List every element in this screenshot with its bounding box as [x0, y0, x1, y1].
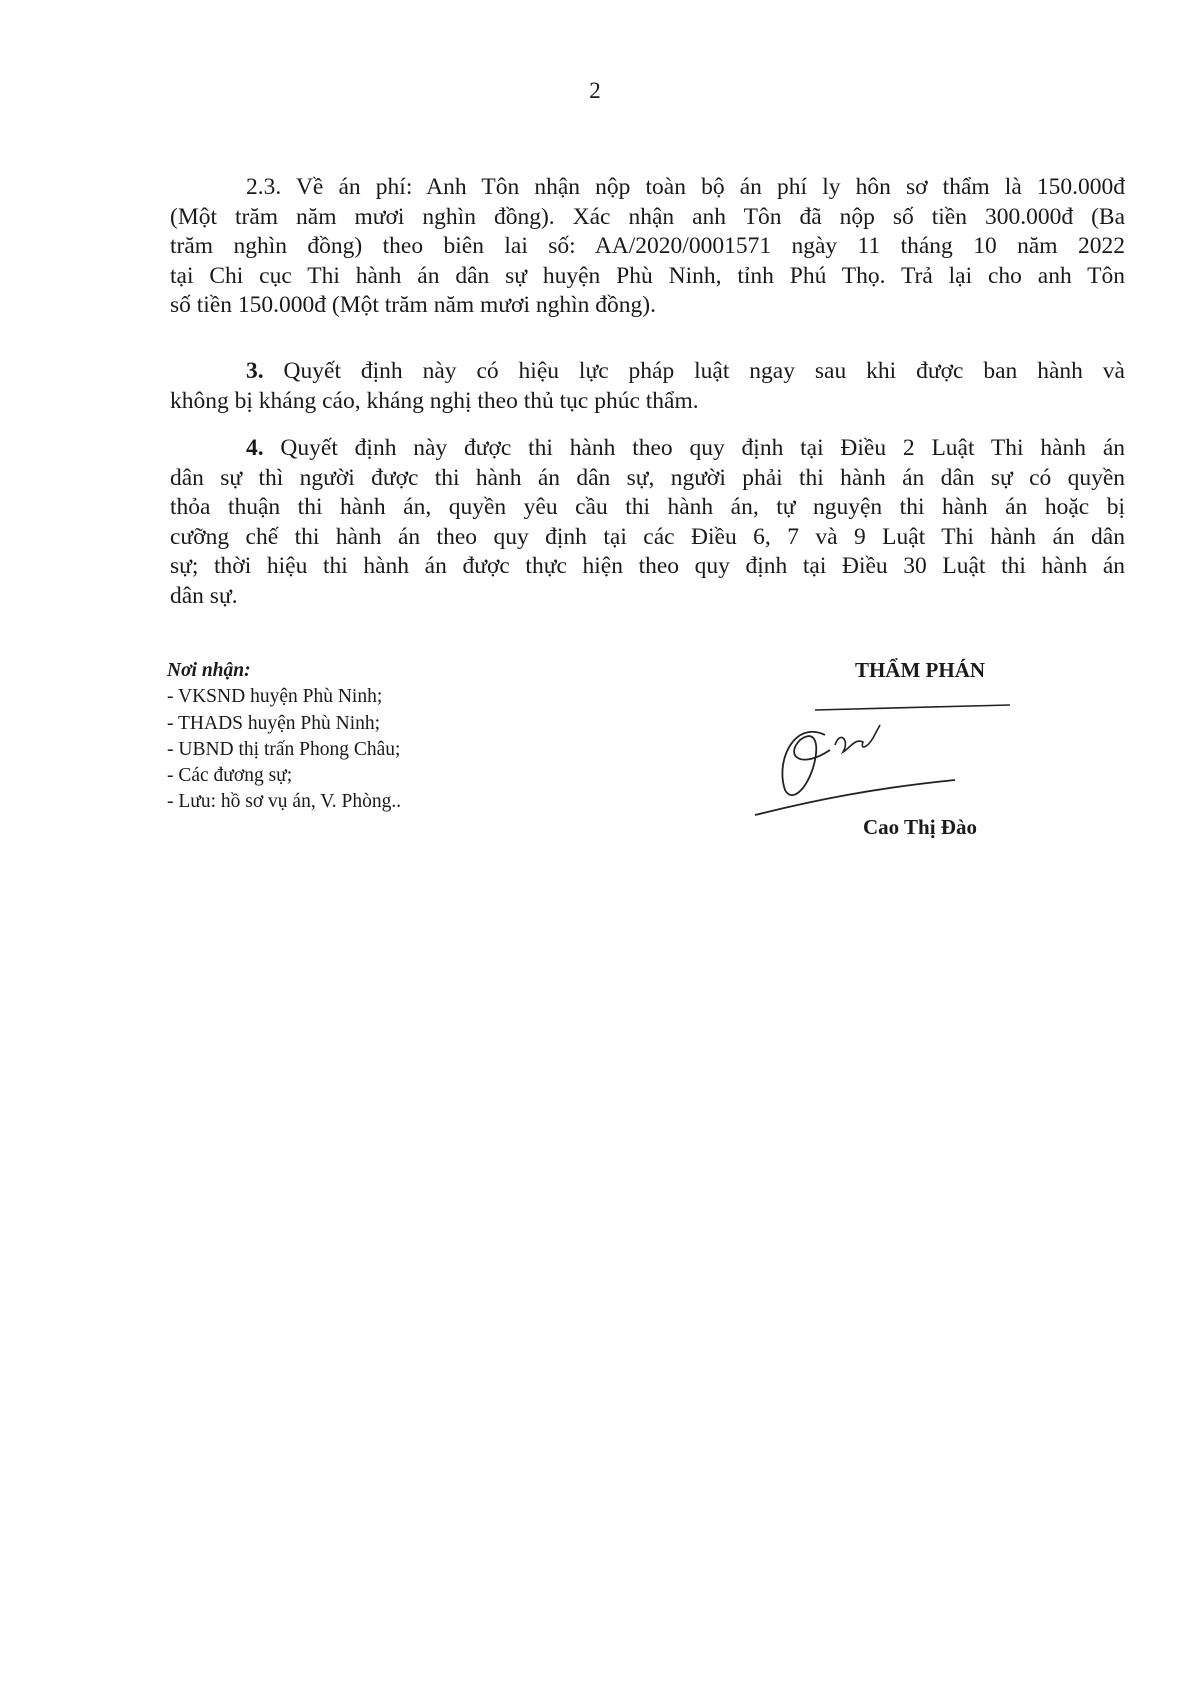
text-line: 2.3. Về án phí: Anh Tôn nhận nộp toàn bộ án phí ly hôn sơ thẩm là 150.000đ: [246, 174, 1125, 200]
recipients-block: [167, 658, 401, 816]
signer-title: THẨM PHÁN: [854, 658, 986, 682]
handwritten-signature: [755, 700, 1015, 820]
paragraph-3: [170, 357, 1125, 416]
text-segment: Quyết định này có hiệu lực pháp luật ngay sau khi được ban hành và: [263, 358, 1125, 384]
recipient-item: - UBND thị trấn Phong Châu;: [167, 738, 401, 760]
text-line: thỏa thuận thi hành án, quyền yêu cầu thi hành án, tự nguyện thi hành án hoặc bị: [170, 494, 1125, 521]
paragraph-2-3: [170, 173, 1125, 321]
paragraph-4: [170, 434, 1125, 612]
text-segment: Quyết định này được thi hành theo quy định tại Điều 2 Luật Thi hành án: [263, 435, 1125, 461]
text-line: không bị kháng cáo, kháng nghị theo thủ tục phúc thẩm.: [170, 387, 699, 414]
text-line: cưỡng chế thi hành án theo quy định tại các Điều 6, 7 và 9 Luật Thi hành án dân: [170, 523, 1125, 550]
text-line: [170, 357, 1125, 387]
recipient-item: - THADS huyện Phù Ninh;: [167, 712, 381, 734]
text-line: số tiền 150.000đ (Một trăm năm mươi nghìn đồng).: [170, 292, 656, 319]
recipient-item: - Các đương sự;: [167, 765, 293, 787]
page-number: 2: [589, 78, 601, 103]
signer-name: Cao Thị Đào: [863, 815, 977, 839]
text-line: dân sự thì người được thi hành án dân sự, người phải thi hành án dân sự có quyền: [170, 464, 1125, 491]
text-line: dân sự.: [170, 582, 238, 609]
text-line: sự; thời hiệu thi hành án được thực hiện theo quy định tại Điều 30 Luật thi hành án: [170, 553, 1125, 580]
text-line: trăm nghìn đồng) theo biên lai số: AA/2020/0001571 ngày 11 tháng 10 năm 2022: [170, 233, 1125, 260]
paragraph-number: 3.: [246, 358, 264, 384]
text-line: (Một trăm năm mươi nghìn đồng). Xác nhận anh Tôn đã nộp số tiền 300.000đ (Ba: [170, 203, 1125, 230]
recipient-item: - VKSND huyện Phù Ninh;: [167, 686, 383, 708]
text-line: [170, 434, 1125, 464]
text-line: tại Chi cục Thi hành án dân sự huyện Phù Ninh, tỉnh Phú Thọ. Trả lại cho anh Tôn: [170, 262, 1125, 289]
paragraph-number: 4.: [246, 435, 264, 461]
recipients-title: Nơi nhận:: [167, 660, 251, 681]
recipient-item: - Lưu: hồ sơ vụ án, V. Phòng..: [167, 791, 402, 813]
